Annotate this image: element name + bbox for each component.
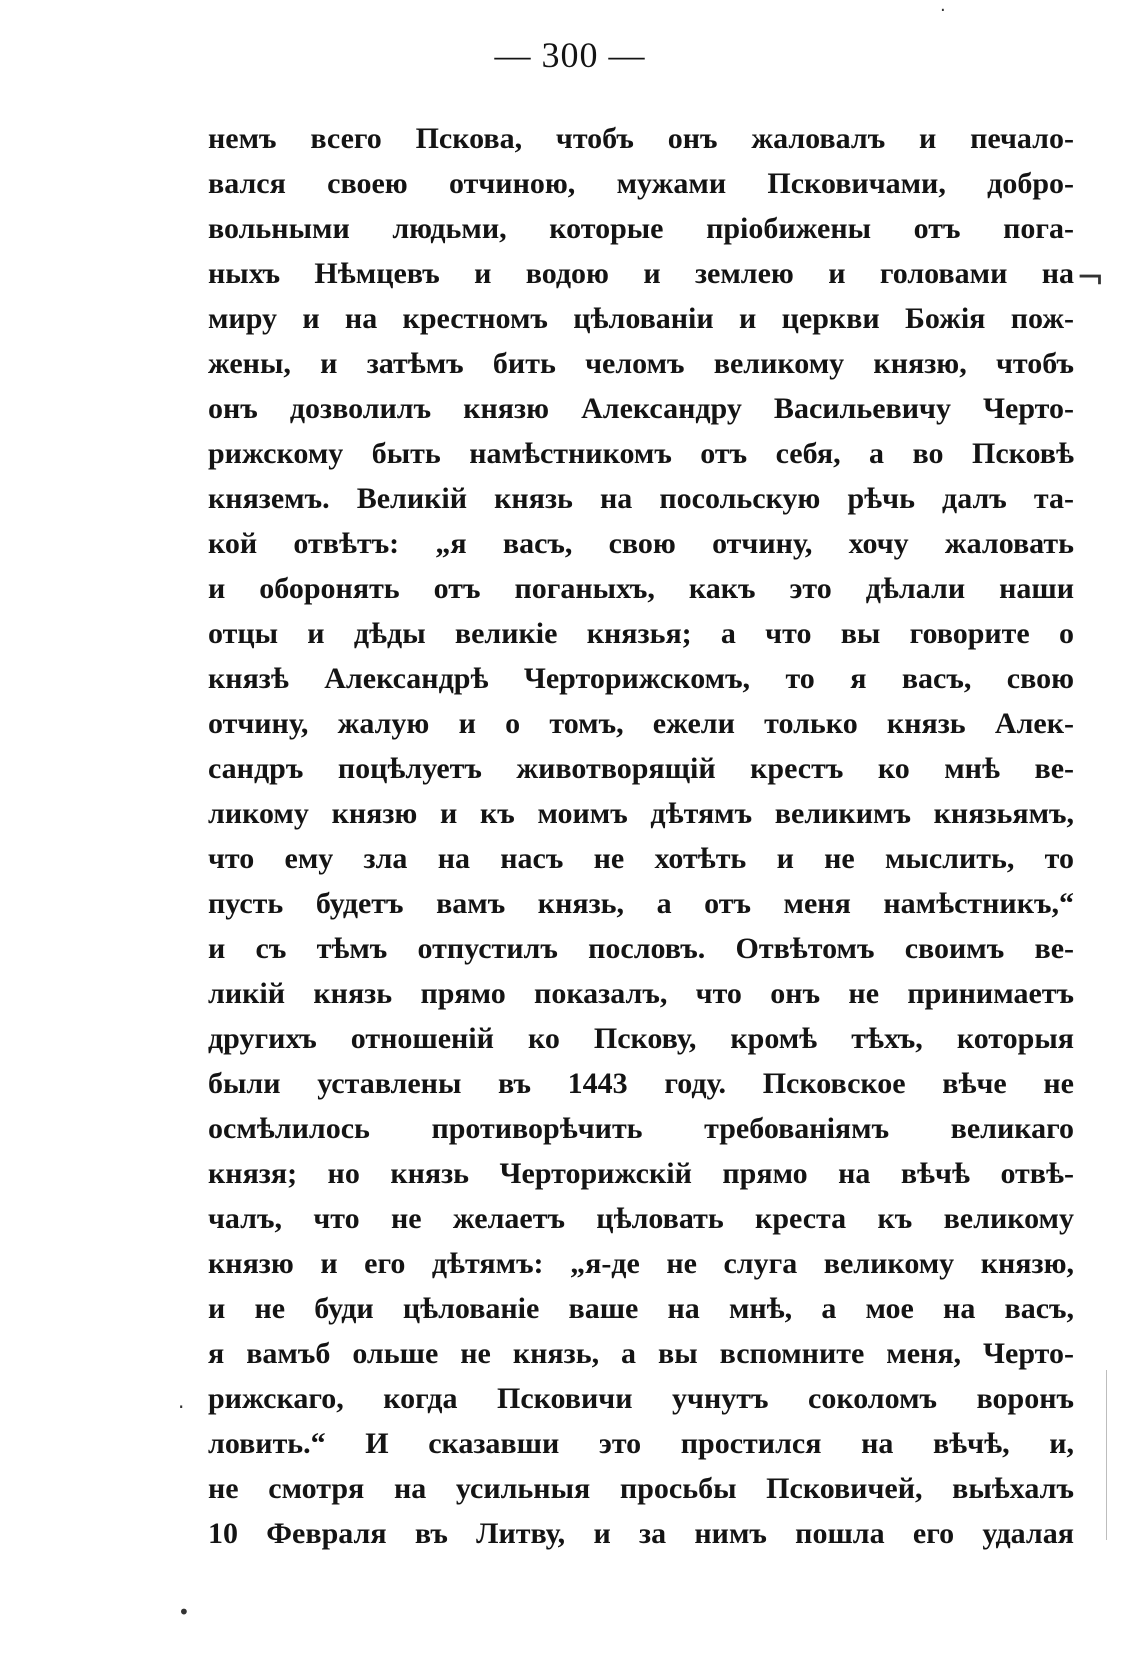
- text-line: 10 Февраля въ Литву, и за нимъ пошла его удалая: [208, 1517, 1074, 1550]
- text-line: князю и его дѣтямъ: „я-де не слуга великому князю,: [208, 1247, 1074, 1280]
- text-line: не смотря на усильныя просьбы Псковичей, выѣхалъ: [208, 1472, 1074, 1505]
- text-line: рижскому быть намѣстникомъ отъ себя, а во Псковѣ: [208, 437, 1074, 470]
- margin-mark: ¬: [1076, 258, 1105, 298]
- text-line: и съ тѣмъ отпустилъ пословъ. Отвѣтомъ своимъ ве-: [208, 932, 1074, 965]
- body-text: [208, 116, 1074, 1556]
- text-line: что ему зла на насъ не хотѣть и не мыслить, то: [208, 842, 1074, 875]
- text-line: отчину, жалую и о томъ, ежели только князь Алек-: [208, 707, 1074, 740]
- text-line: ныхъ Нѣмцевъ и водою и землею и головами на: [208, 257, 1074, 290]
- text-line: ликому князю и къ моимъ дѣтямъ великимъ князьямъ,: [208, 797, 1074, 830]
- text-line: были уставлены въ 1443 году. Псковское вѣче не: [208, 1067, 1074, 1100]
- text-line: другихъ отношеній ко Пскову, кромѣ тѣхъ, которыя: [208, 1022, 1074, 1055]
- text-line: и оборонять отъ поганыхъ, какъ это дѣлали наши: [208, 572, 1074, 605]
- text-line: миру и на крестномъ цѣлованіи и церкви Божія пож-: [208, 302, 1074, 335]
- text-line: кой отвѣтъ: „я васъ, свою отчину, хочу жаловать: [208, 527, 1074, 560]
- text-line: я вамъб ольше не князь, а вы вспомните меня, Черто-: [208, 1337, 1074, 1370]
- text-line: княземъ. Великій князь на посольскую рѣчь далъ та-: [208, 482, 1074, 515]
- text-line: чалъ, что не желаетъ цѣловать креста къ великому: [208, 1202, 1074, 1235]
- text-line: сандръ поцѣлуетъ животворящій крестъ ко мнѣ ве-: [208, 752, 1074, 785]
- print-speck: ·: [940, 0, 946, 21]
- text-line: князя; но князь Черторижскій прямо на вѣчѣ отвѣ-: [208, 1157, 1074, 1190]
- text-line: ловить.“ И сказавши это простился на вѣчѣ, и,: [208, 1427, 1074, 1460]
- print-speck: •: [178, 1600, 190, 1624]
- text-line: онъ дозволилъ князю Александру Васильевичу Черто-: [208, 392, 1074, 425]
- text-line: и не буди цѣлованіе ваше на мнѣ, а мое на васъ,: [208, 1292, 1074, 1325]
- text-line: немъ всего Пскова, чтобъ онъ жаловалъ и печало-: [208, 122, 1074, 155]
- text-line: жены, и затѣмъ бить челомъ великому князю, чтобъ: [208, 347, 1074, 380]
- text-line: вольными людьми, которые пріобижены отъ пога-: [208, 212, 1074, 245]
- text-line: ликій князь прямо показалъ, что онъ не принимаетъ: [208, 977, 1074, 1010]
- print-speck: ·: [178, 1395, 185, 1419]
- text-line: осмѣлилось противорѣчить требованіямъ великаго: [208, 1112, 1074, 1145]
- text-line: вался своею отчиною, мужами Псковичами, добро-: [208, 167, 1074, 200]
- page-edge-shadow: [1106, 1370, 1107, 1540]
- text-line: князѣ Александрѣ Черторижскомъ, то я васъ, свою: [208, 662, 1074, 695]
- text-line: пусть будетъ вамъ князь, а отъ меня намѣстникъ,“: [208, 887, 1074, 920]
- page-number: — 300 —: [494, 35, 646, 75]
- text-line: рижскаго, когда Псковичи учнутъ соколомъ воронъ: [208, 1382, 1074, 1415]
- text-line: отцы и дѣды великіе князья; а что вы говорите о: [208, 617, 1074, 650]
